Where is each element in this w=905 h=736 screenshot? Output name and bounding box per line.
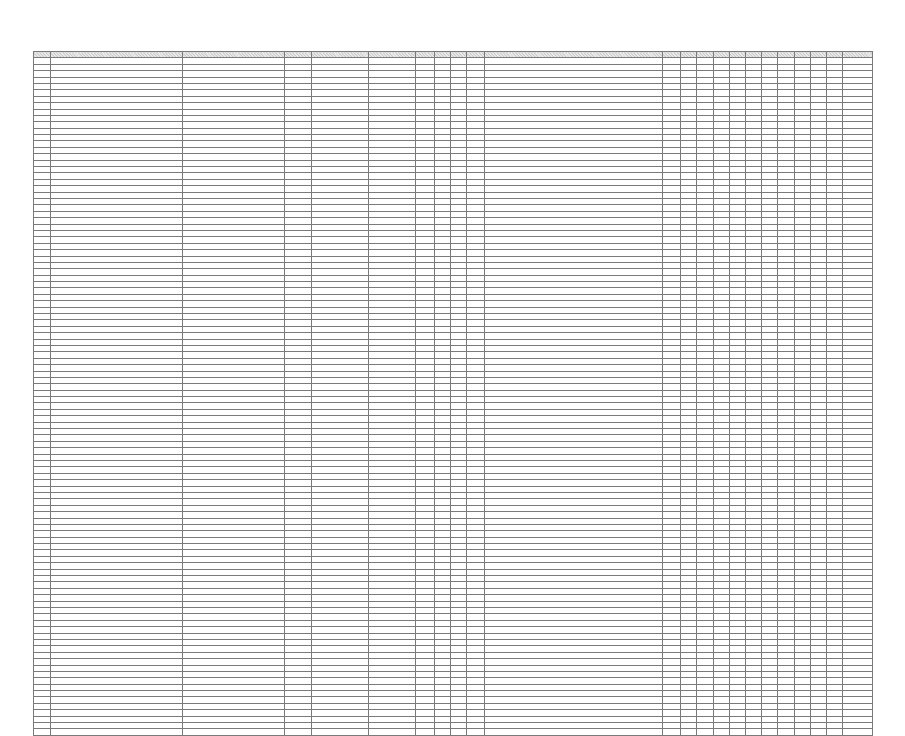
table-cell	[450, 729, 466, 735]
table-cell	[697, 729, 713, 735]
table-cell	[311, 729, 368, 735]
table-cell	[284, 729, 311, 735]
table-cell	[810, 729, 826, 735]
table-cell	[51, 729, 183, 735]
table-cell	[681, 729, 697, 735]
table-cell	[662, 729, 680, 735]
table-cell	[434, 729, 450, 735]
table-cell	[485, 729, 663, 735]
table-cell	[713, 729, 729, 735]
table-cell	[467, 729, 485, 735]
table-cell	[827, 729, 843, 735]
table-cell	[416, 729, 434, 735]
table-cell	[729, 729, 745, 735]
data-table	[33, 51, 873, 736]
table-cell	[843, 729, 873, 735]
table-cell	[183, 729, 284, 735]
table-cell	[778, 729, 794, 735]
table-cell	[368, 729, 416, 735]
table-row	[34, 729, 873, 735]
table-cell	[746, 729, 762, 735]
table-cell	[794, 729, 810, 735]
table-cell	[34, 729, 51, 735]
table-cell	[762, 729, 778, 735]
